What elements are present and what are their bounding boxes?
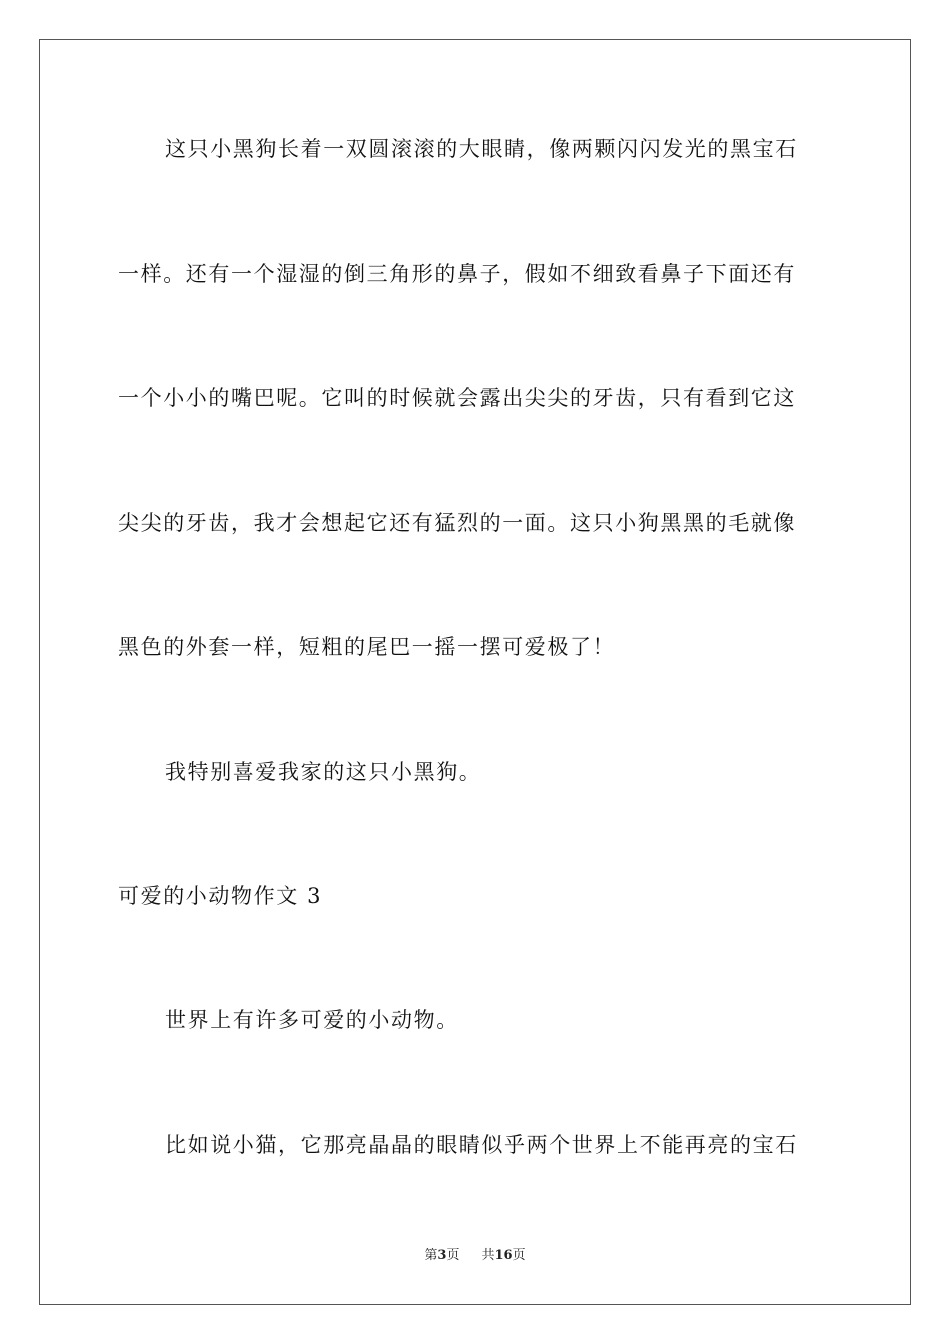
page-border <box>39 39 911 1305</box>
page-footer <box>0 1247 950 1265</box>
paragraph-line-5: 黑色的外套一样，短粗的尾巴一摇一摆可爱极了！ <box>118 635 616 659</box>
paragraph-line-8: 世界上有许多可爱的小动物。 <box>165 1008 459 1032</box>
paragraph-line-2: 一样。还有一个湿湿的倒三角形的鼻子，假如不细致看鼻子下面还有 <box>118 262 796 286</box>
footer-page-number: 3 <box>437 1248 447 1263</box>
footer-total-suffix: 页 <box>512 1248 526 1263</box>
paragraph-line-9: 比如说小猫，它那亮晶晶的眼睛似乎两个世界上不能再亮的宝石 <box>165 1133 798 1157</box>
paragraph-line-1: 这只小黑狗长着一双圆滚滚的大眼睛，像两颗闪闪发光的黑宝石 <box>165 137 798 161</box>
section-heading: 可爱的小动物作文 3 <box>118 884 323 908</box>
paragraph-line-6: 我特别喜爱我家的这只小黑狗。 <box>165 760 482 784</box>
footer-total-pages: 16 <box>494 1248 513 1263</box>
footer-page-suffix: 页 <box>446 1248 460 1263</box>
footer-page-prefix: 第 <box>424 1248 438 1263</box>
paragraph-line-3: 一个小小的嘴巴呢。它叫的时候就会露出尖尖的牙齿，只有看到它这 <box>118 386 796 410</box>
paragraph-line-4: 尖尖的牙齿，我才会想起它还有猛烈的一面。这只小狗黑黑的毛就像 <box>118 511 796 535</box>
footer-total-prefix: 共 <box>481 1248 495 1263</box>
